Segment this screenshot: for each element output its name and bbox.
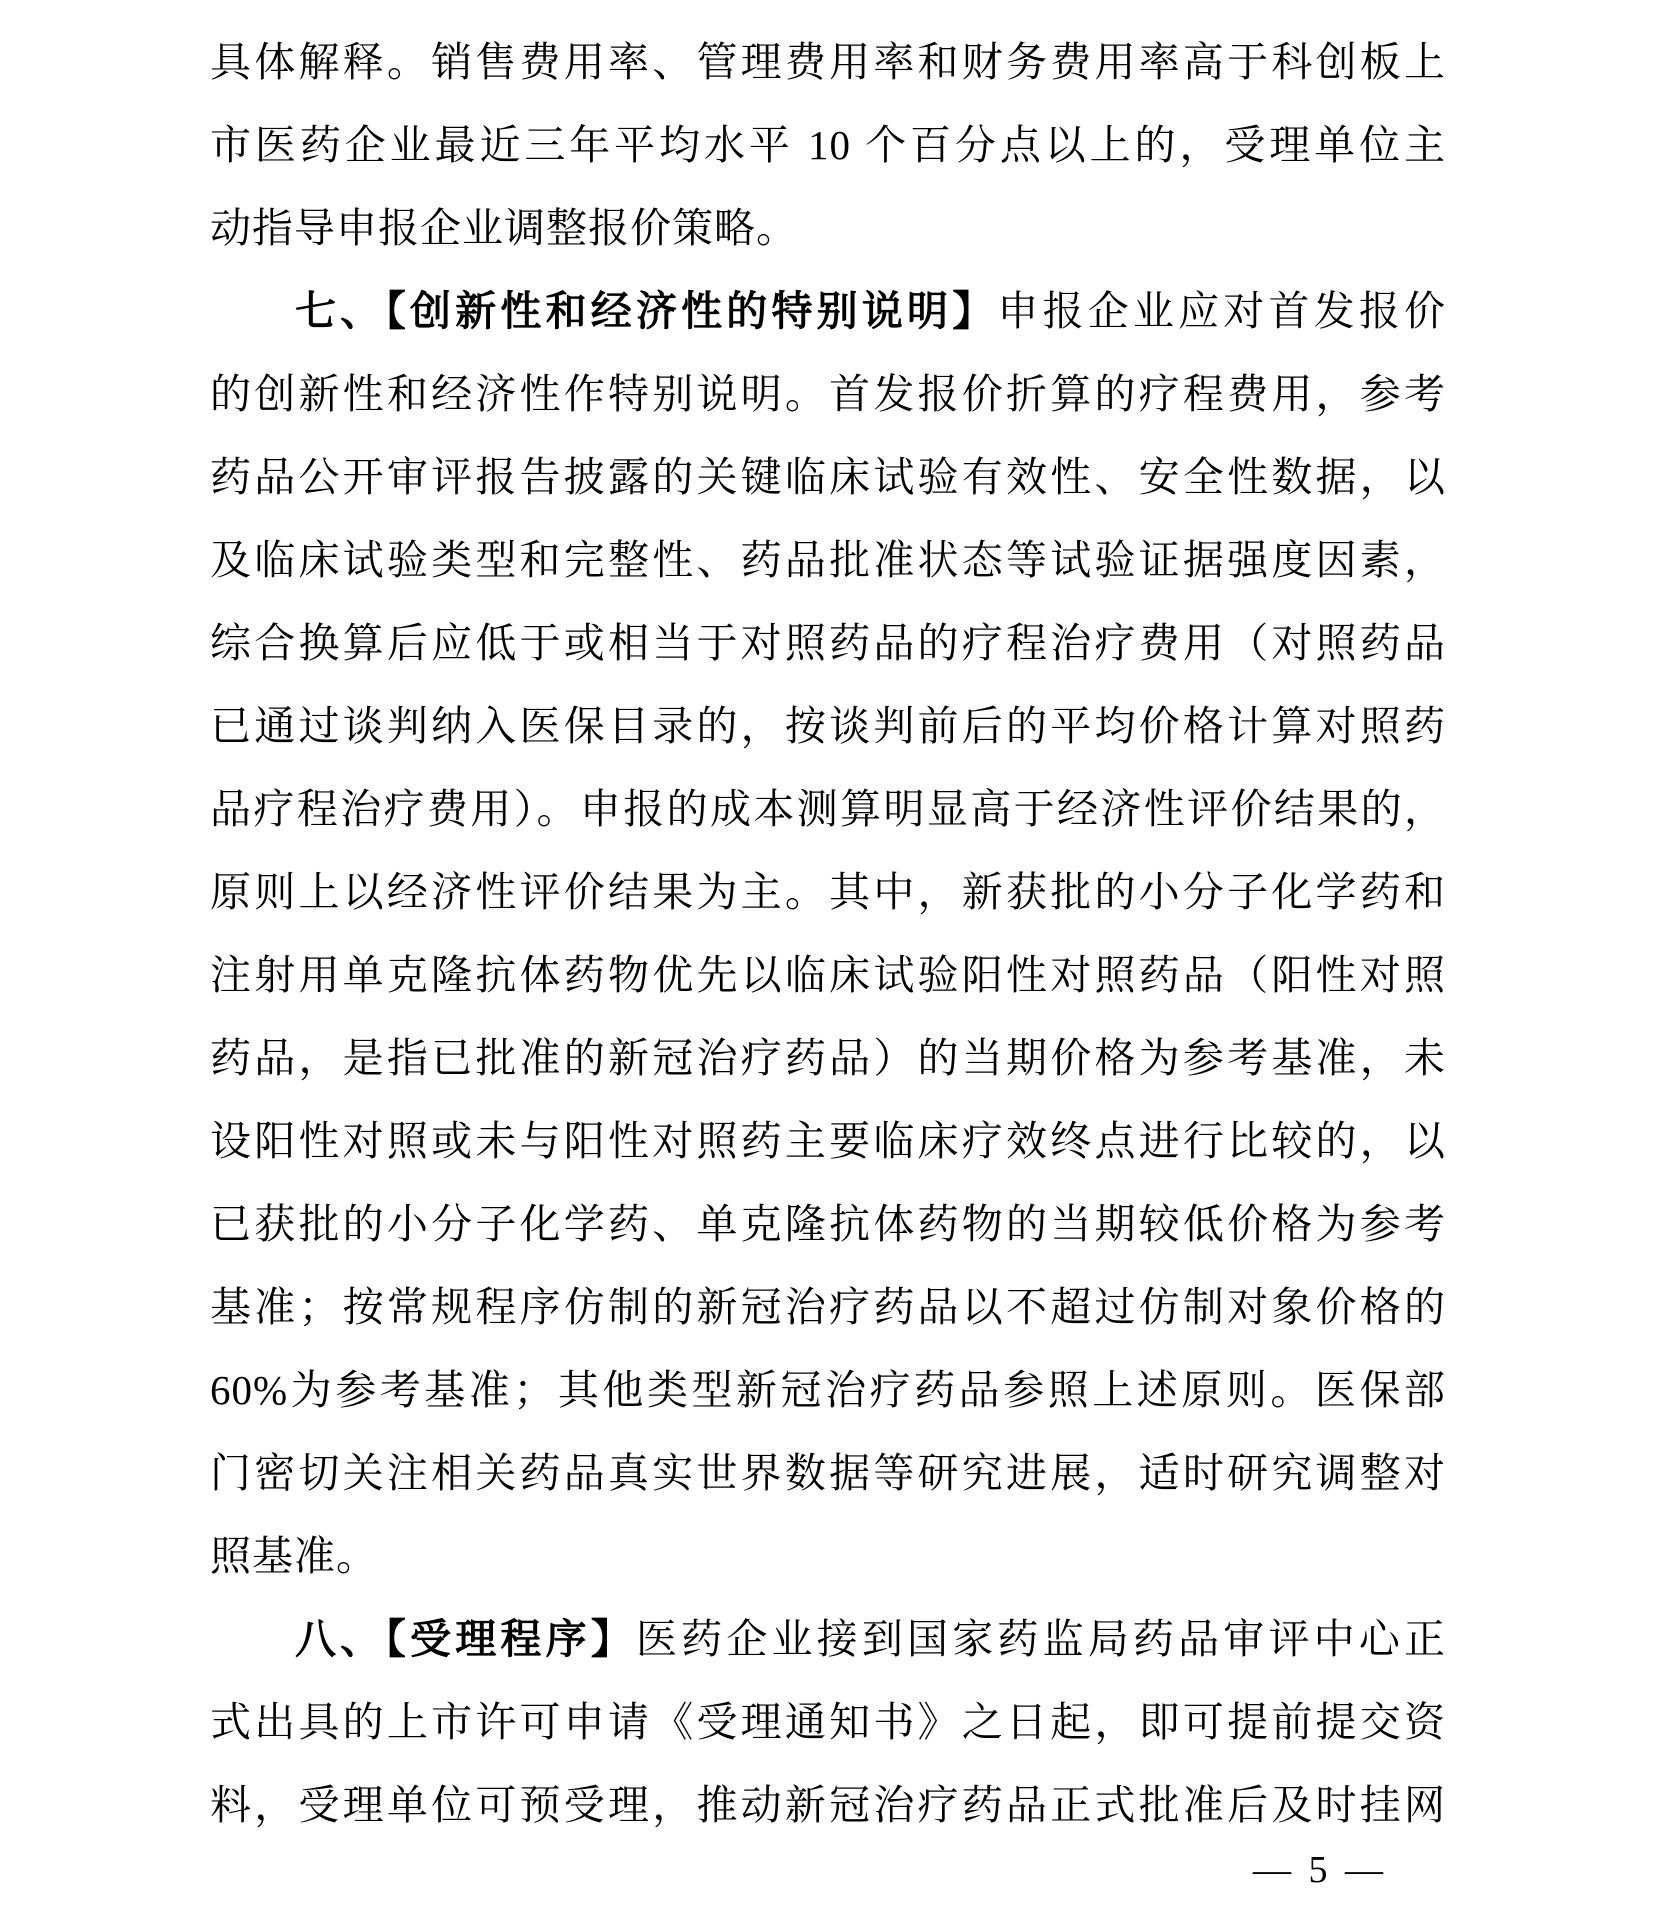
text-segment: 设阳性对照或未与阳性对照药主要临床疗效终点进行比较的，以 [210,1118,1446,1164]
text-segment: 门密切关注相关药品真实世界数据等研究进展，适时研究调整对 [210,1450,1446,1496]
text-segment: 已通过谈判纳入医保目录的，按谈判前后的平均价格计算对照药 [210,703,1446,749]
text-line [210,1266,1446,1349]
text-line [210,21,1446,104]
text-segment: 式出具的上市许可申请《受理通知书》之日起，即可提前提交资 [210,1699,1446,1745]
text-line [210,851,1446,934]
text-segment: 及临床试验类型和完整性、药品批准状态等试验证据强度因素， [210,537,1446,583]
text-segment: 的创新性和经济性作特别说明。首发报价折算的疗程费用，参考 [210,371,1446,417]
text-line [210,602,1446,685]
page-number: — 5 — [1253,1849,1387,1891]
text-line [210,685,1446,768]
text-line [210,353,1446,436]
text-line [210,1349,1446,1432]
text-line [210,768,1446,851]
text-line [210,934,1446,1017]
text-segment: 照基准。 [210,1533,378,1579]
text-line [210,1432,1446,1515]
text-line [210,1183,1446,1266]
text-segment: 基准；按常规程序仿制的新冠治疗药品以不超过仿制对象价格的 [210,1284,1446,1330]
text-segment: 药品公开审评报告披露的关键临床试验有效性、安全性数据，以 [210,454,1446,500]
text-line [210,1017,1446,1100]
text-segment: 已获批的小分子化学药、单克隆抗体药物的当期较低价格为参考 [210,1201,1446,1247]
text-segment: 药品，是指已批准的新冠治疗药品）的当期价格为参考基准，未 [210,1035,1446,1081]
text-segment: 料，受理单位可预受理，推动新冠治疗药品正式批准后及时挂网 [210,1782,1446,1828]
text-segment: 动指导申报企业调整报价策略。 [210,205,798,251]
text-line [210,519,1446,602]
text-segment: 申报企业应对首发报价 [997,288,1446,334]
text-line [210,1598,1446,1681]
text-line [210,1764,1446,1847]
text-segment: 原则上以经济性评价结果为主。其中，新获批的小分子化学药和 [210,869,1446,915]
text-line [210,1681,1446,1764]
section-heading-segment: 七、【创新性和经济性的特别说明】 [295,288,998,334]
text-line [210,270,1446,353]
text-segment: 市医药企业最近三年平均水平 10 个百分点以上的，受理单位主 [210,122,1446,168]
text-line [210,1515,1446,1598]
text-segment: 品疗程治疗费用）。申报的成本测算明显高于经济性评价结果的， [210,786,1446,832]
text-line [210,104,1446,187]
text-segment: 注射用单克隆抗体药物优先以临床试验阳性对照药品（阳性对照 [210,952,1446,998]
text-segment: 具体解释。销售费用率、管理费用率和财务费用率高于科创板上 [210,39,1446,85]
text-line [210,187,1446,270]
text-segment: 医药企业接到国家药监局药品审评中心正 [635,1616,1446,1662]
text-line [210,436,1446,519]
document-body [210,21,1446,1847]
text-segment: 60%为参考基准；其他类型新冠治疗药品参照上述原则。医保部 [210,1367,1446,1413]
section-heading-segment: 八、【受理程序】 [295,1616,636,1662]
text-segment: 综合换算后应低于或相当于对照药品的疗程治疗费用（对照药品 [210,620,1446,666]
text-line [210,1100,1446,1183]
